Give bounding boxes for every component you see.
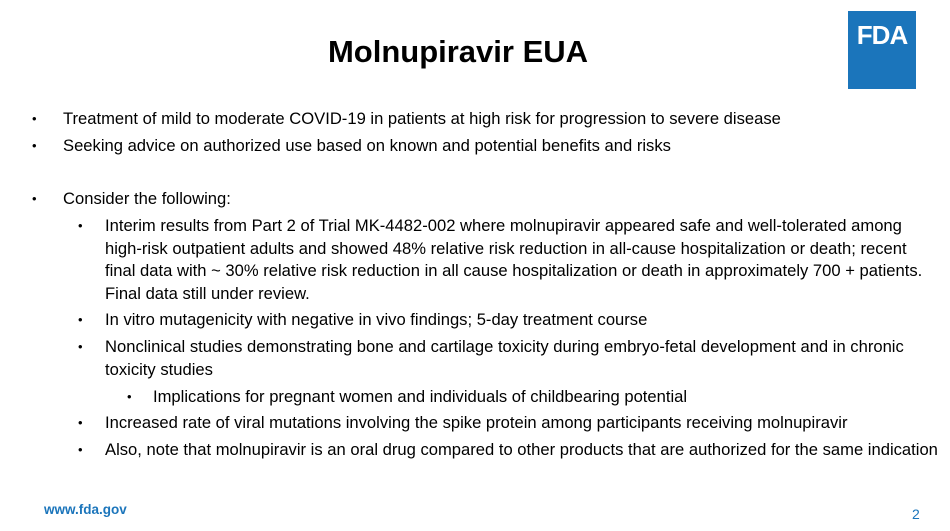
bullet-marker: • [78,415,83,430]
page-number: 2 [912,506,920,522]
slide-title: Molnupiravir EUA [327,34,589,69]
bullet-marker: • [32,138,37,153]
bullet-text: Consider the following: [63,189,231,208]
sub-bullet-text: Also, note that molnupiravir is an oral drug compared to other products that are authorized for the same indication [105,440,938,459]
sub-sub-bullet-item [127,386,913,409]
bullet-marker: • [32,111,37,126]
fda-logo-text: FDA [856,20,908,50]
sub-bullet-item [78,309,945,332]
sub-bullet-text: Increased rate of viral mutations involving the spike protein among participants receiving molnupiravir [105,413,848,432]
bullet-marker: • [78,442,83,457]
bullet-marker: • [127,389,132,404]
footer-url-link[interactable]: www.fda.gov [44,502,127,517]
bullet-item [32,188,923,211]
bullet-marker: • [78,312,83,327]
fda-logo [848,11,916,89]
sub-bullet-item [78,215,941,305]
bullet-marker: • [78,218,83,233]
bullet-text: Treatment of mild to moderate COVID-19 in patients at high risk for progression to severe disease [63,109,781,128]
bullet-text: Seeking advice on authorized use based on known and potential benefits and risks [63,136,671,155]
bullet-item [32,135,923,158]
bullet-item [32,108,923,131]
sub-bullet-item [78,412,945,435]
sub-bullet-text: Interim results from Part 2 of Trial MK-4482-002 where molnupiravir appeared safe and well-tolerated among high-risk outpatient adults and showed 48% relative risk reduction in all-cause hospitalization or death; recent final data with ~ 30% relative risk reduction in all cause hospitalization or death in approximately 700 + patients. Final data still under review. [105,216,923,303]
sub-sub-bullet-text: Implications for pregnant women and individuals of childbearing potential [153,387,688,406]
sub-bullet-text: In vitro mutagenicity with negative in vivo findings; 5-day treatment course [105,310,648,329]
bullet-marker: • [78,339,83,354]
sub-bullet-item [78,336,945,381]
sub-bullet-item [78,439,945,462]
sub-bullet-text: Nonclinical studies demonstrating bone and cartilage toxicity during embryo-fetal development and in chronic toxicity studies [105,337,904,379]
bullet-marker: • [32,191,37,206]
